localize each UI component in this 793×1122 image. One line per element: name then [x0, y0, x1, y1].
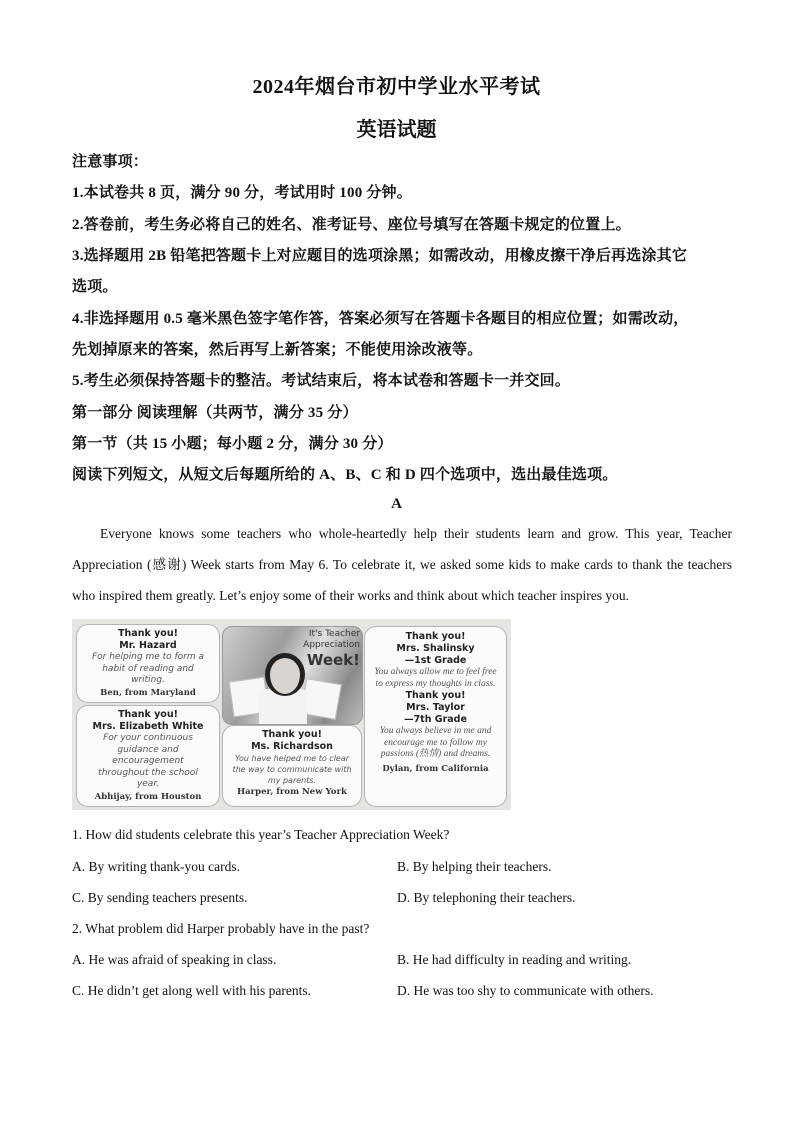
card-thanks: Thank you! — [405, 631, 466, 642]
note-item-2: 2.答卷前，考生务必将自己的姓名、准考证号、座位号填写在答题卡规定的位置上。 — [72, 217, 631, 233]
question-1-option-d: D. By telephoning their teachers. — [397, 890, 576, 905]
card-signature: Ben, from Maryland — [100, 687, 196, 698]
question-1-option-a: A. By writing thank-you cards. — [72, 859, 240, 874]
question-2-stem: 2. What problem did Harper probably have in the past? — [72, 921, 370, 936]
card-teacher: Mrs. Shalinsky — [396, 643, 475, 654]
card-message: For your continuous guidance and encouragement throughout the school year. — [98, 733, 198, 789]
exam-subtitle: 英语试题 — [356, 119, 437, 141]
banner-line: Appreciation — [303, 640, 360, 650]
part-one-heading: 第一部分 阅读理解（共两节，满分 35 分） — [72, 405, 358, 421]
passage-text — [72, 518, 732, 611]
note-item-3: 3.选择题用 2B 铅笔把答题卡上对应题目的选项涂黑；如需改动，用橡皮擦干净后再选涂其它 — [72, 248, 688, 264]
card-signature: Abhijay, from Houston — [94, 791, 202, 802]
question-2-option-d: D. He was too shy to communicate with others. — [397, 983, 654, 998]
card-shalinsky-taylor — [364, 626, 507, 807]
speech-bubble — [292, 629, 360, 669]
card-mr-hazard — [76, 624, 220, 703]
passage-body: Everyone knows some teachers who whole-heartedly help their students learn and grow. This year, Teacher Appreciation (感谢) Week starts from May 6. To celebrate it, we asked some kids to make cards to thank the teachers who inspired them greatly. Let’s enjoy some of their works and think about which teacher inspires you. — [72, 526, 732, 603]
banner-line: Week! — [306, 651, 360, 669]
card-message: For helping me to form a habit of reading and writing. — [91, 652, 205, 685]
question-1-option-b: B. By helping their teachers. — [397, 859, 552, 874]
card-teacher: Ms. Richardson — [251, 741, 333, 752]
card-mrs-white — [76, 705, 220, 807]
student-photo — [222, 626, 363, 725]
card-signature: Dylan, from California — [382, 763, 489, 774]
section-one-heading: 第一节（共 15 小题；每小题 2 分，满分 30 分） — [72, 436, 393, 452]
card-thanks: Thank you! — [262, 729, 322, 740]
card-teacher: Mr. Hazard — [119, 640, 177, 651]
card-signature: Harper, from New York — [237, 787, 347, 797]
note-item-4-cont: 先划掉原来的答案，然后再写上新答案；不能使用涂改液等。 — [72, 342, 483, 358]
note-item-1: 1.本试卷共 8 页，满分 90 分，考试用时 100 分钟。 — [72, 185, 412, 201]
question-1-stem: 1. How did students celebrate this year’s Teacher Appreciation Week? — [72, 827, 450, 842]
card-teacher: Mrs. Taylor — [406, 702, 465, 713]
note-item-5: 5.考生必须保持答题卡的整洁。考试结束后，将本试卷和答题卡一并交回。 — [72, 373, 571, 389]
thank-you-cards-image — [72, 619, 511, 810]
question-2-option-b: B. He had difficulty in reading and writing. — [397, 952, 632, 967]
notes-heading: 注意事项： — [72, 154, 149, 170]
note-item-3-cont: 选项。 — [72, 279, 118, 295]
card-message: You always allow me to feel free to express my thoughts in class. — [374, 667, 497, 689]
card-thanks: Thank you! — [118, 628, 178, 639]
card-grade: —7th Grade — [404, 714, 467, 725]
card-thanks: Thank you! — [405, 690, 466, 701]
banner-line: It's Teacher — [308, 629, 360, 639]
card-thanks: Thank you! — [118, 709, 178, 720]
question-2-option-c: C. He didn’t get along well with his parents. — [72, 983, 311, 998]
card-teacher: Mrs. Elizabeth White — [92, 721, 204, 732]
question-1-option-c: C. By sending teachers presents. — [72, 890, 248, 905]
question-2-option-a: A. He was afraid of speaking in class. — [72, 952, 277, 967]
note-item-4: 4.非选择题用 0.5 毫米黑色签字笔作答，答案必须写在答题卡各题目的相应位置；如需改动， — [72, 311, 689, 327]
card-message: You always believe in me and encourage me to follow my passions (热情) and dreams. — [379, 726, 492, 759]
passage-label: A — [391, 496, 402, 512]
exam-title: 2024年烟台市初中学业水平考试 — [252, 76, 541, 98]
card-ms-richardson — [222, 725, 362, 807]
card-message: You have helped me to clear the way to communicate with my parents. — [232, 754, 352, 785]
reading-instruction: 阅读下列短文，从短文后每题所给的 A、B、C 和 D 四个选项中，选出最佳选项。 — [72, 467, 618, 483]
card-grade: —1st Grade — [404, 655, 467, 666]
